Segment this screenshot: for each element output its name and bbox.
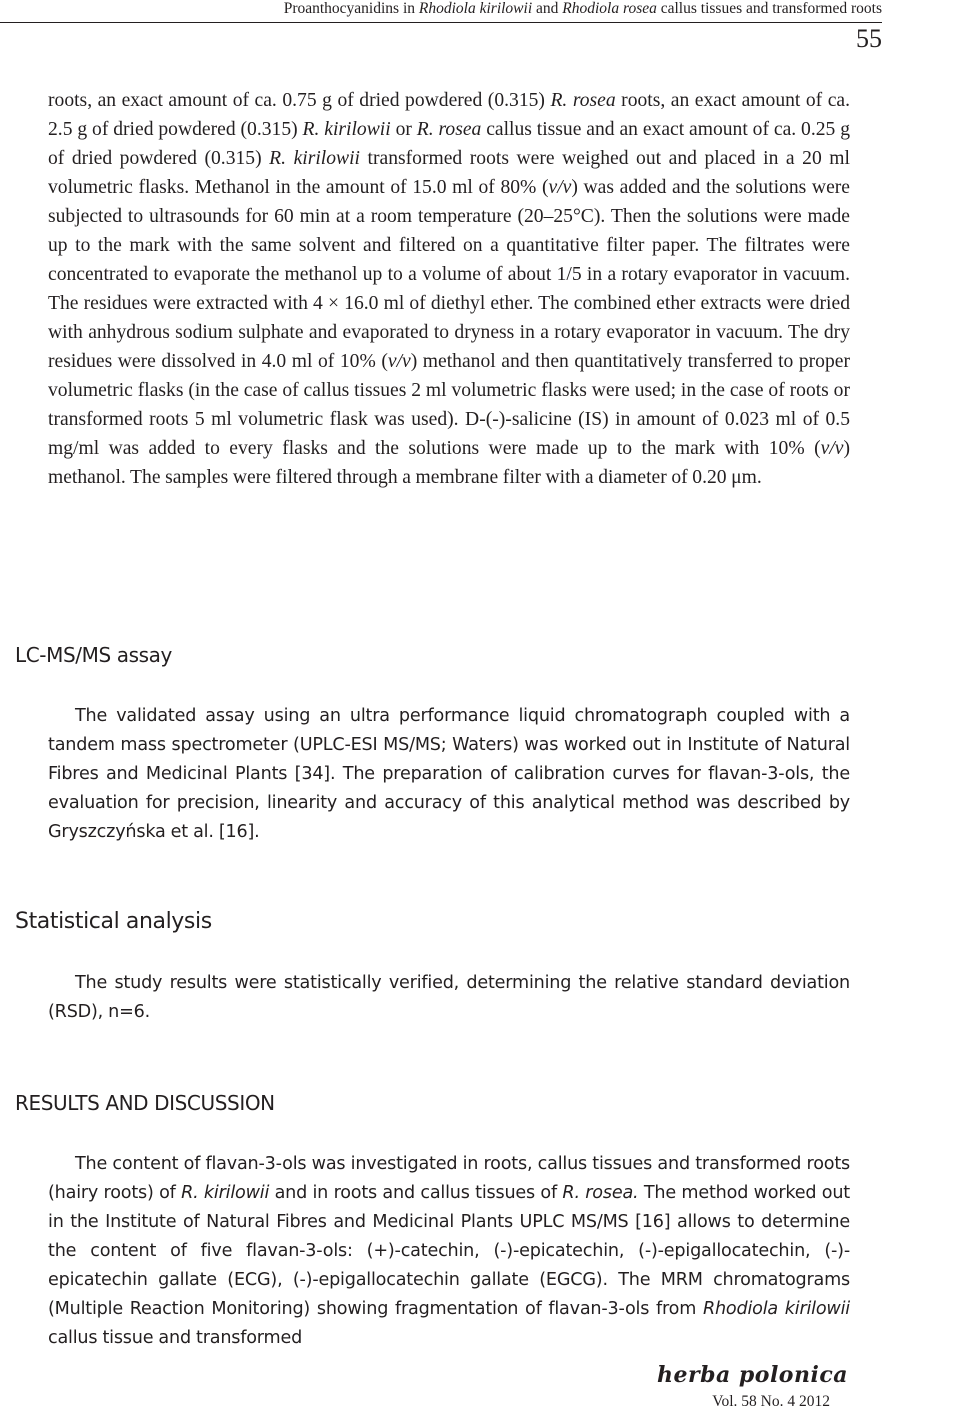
italic-term: R. kirilowii: [181, 1183, 270, 1203]
italic-term: R. kirilowii: [302, 119, 391, 140]
italic-term: v/v: [548, 177, 572, 198]
italic-term: R. rosea: [416, 119, 482, 140]
paragraph-lcms-assay: The validated assay using an ultra performance liquid chromatograph coupled with a tandem mass spectrometer (UPLC-ESI MS/MS; Waters) was worked out in Institute of Natural Fibres and Medicinal Plants [34]. The preparation of calibration curves for flavan-3-ols, the evaluation for precision, linearity and accuracy of this analytical method was described by Gryszczyńska et al. [16].: [48, 706, 850, 842]
heading-statistical-analysis: Statistical analysis: [15, 909, 212, 934]
italic-term: Rhodiola rosea: [562, 0, 657, 17]
running-head: Proanthocyanidins in Rhodiola kirilowii and Rhodiola rosea callus tissues and transformed roots: [283, 0, 882, 17]
volume-info: Vol. 58 No. 4 2012: [712, 1393, 830, 1410]
paragraph-results: The content of flavan-3-ols was investigated in roots, callus tissues and transformed roots (hairy roots) of R. kirilowii and in roots and callus tissues of R. rosea. The method worked out in the Institute of Natural Fibres and Medicinal Plants UPLC MS/MS [16] allows to determine the content of five flavan-3-ols: (+)-catechin, (-)-epicatechin, (-)-epigallocatechin, (-)-epicatechin gallate (ECG), (-)-epigallocatechin gallate (EGCG). The MRM chromatograms (Multiple Reaction Monitoring) showing fragmentation of flavan-3-ols from Rhodiola kirilowii callus tissue and transformed: [48, 1154, 850, 1348]
paragraph-sample-preparation: roots, an exact amount of ca. 0.75 g of dried powdered (0.315) R. rosea roots, an exact amount of ca. 2.5 g of dried powdered (0.315) R. kirilowii or R. rosea callus tissue and an exact amount of ca. 0.25 g of dried powdered (0.315) R. kirilowii transformed roots were weighed out and placed in a 20 ml volumetric flasks. Methanol in the amount of 15.0 ml of 80% (v/v) was added and the solutions were subjected to ultrasounds for 60 min at a room temperature (20–25°C). Then the solutions were made up to the mark with the same solvent and filtered on a quantitative filter paper. The filtrates were concentrated to evaporate the methanol up to a volume of about 1/5 in a rotary evaporator in vacuum. The residues were extracted with 4 × 16.0 ml of diethyl ether. The combined ether extracts were dried with anhydrous sodium sulphate and evaporated to dryness in a rotary evaporator in vacuum. The dry residues were dissolved in 4.0 ml of 10% (v/v) methanol and then quantitatively transferred to proper volumetric flasks (in the case of callus tissues 2 ml volumetric flasks were used; in the case of roots or transformed roots 5 ml volumetric flask was used). D-(-)-salicine (IS) in amount of 0.023 ml of 0.5 mg/ml was added to every flasks and the solutions were made up to the mark with 10% (v/v) methanol. The samples were filtered through a membrane filter with a diameter of 0.20 μm.: [48, 90, 851, 488]
heading-lcms-assay: LC-MS/MS assay: [15, 643, 172, 667]
italic-term: Rhodiola kirilowii: [418, 0, 533, 17]
italic-term: Rhodiola kirilowii: [702, 1299, 850, 1319]
italic-term: v/v: [820, 438, 844, 459]
journal-logo: herba polonica: [657, 1362, 848, 1388]
header-rule: [0, 22, 882, 23]
page-number: 55: [856, 24, 882, 53]
italic-term: v/v: [387, 351, 411, 372]
italic-term: R. rosea: [550, 90, 616, 111]
heading-results-discussion: RESULTS AND DISCUSSION: [15, 1091, 275, 1115]
italic-term: R. rosea.: [562, 1183, 639, 1203]
italic-term: R. kirilowii: [269, 148, 360, 169]
paragraph-statistical-analysis: The study results were statistically verified, determining the relative standard deviation (RSD), n=6.: [48, 973, 850, 1022]
